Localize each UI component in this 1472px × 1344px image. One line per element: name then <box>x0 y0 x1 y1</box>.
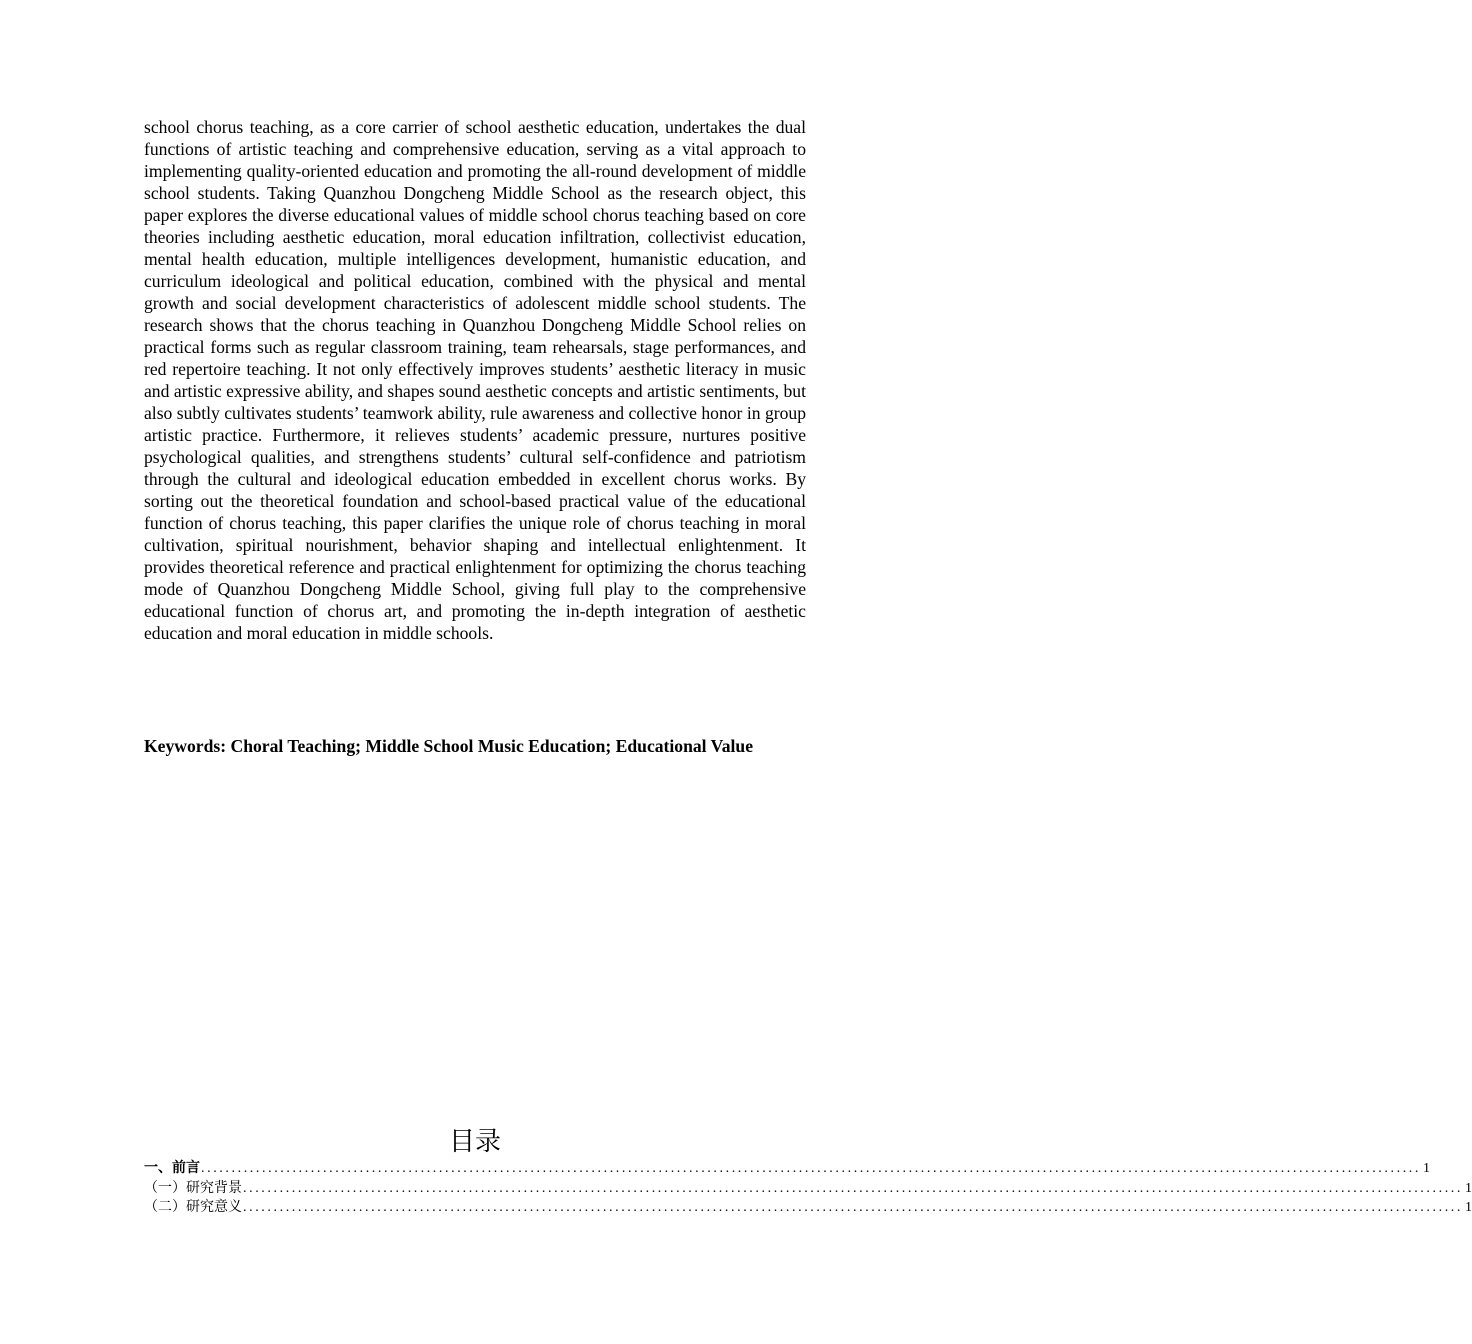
toc-entry-label: （一）研究背景 <box>144 1179 242 1196</box>
keywords-line: Keywords: Choral Teaching; Middle School Music Education; Educational Value <box>144 736 754 756</box>
toc-dot-leader: ........................................................................................................................................................................................................ <box>243 1180 1463 1196</box>
toc-dot-leader: ........................................................................................................................................................................................................ <box>243 1200 1463 1215</box>
toc-entry-research-significance[interactable] <box>144 1198 1472 1218</box>
toc-entry-preface[interactable] <box>144 1159 1430 1179</box>
toc-title: 目录 <box>448 1127 501 1157</box>
table-of-contents <box>144 1159 1472 1218</box>
toc-page-number: 1 <box>1423 1161 1430 1176</box>
toc-dot-leader: ........................................................................................................................................................................................................ <box>201 1161 1421 1176</box>
toc-entry-research-background[interactable] <box>144 1179 1472 1199</box>
toc-page-number: 1 <box>1465 1200 1472 1215</box>
toc-entry-label: 一、前言 <box>144 1160 200 1176</box>
toc-entry-label: （二）研究意义 <box>144 1199 242 1215</box>
abstract-paragraph: school chorus teaching, as a core carrier of school aesthetic education, undertakes the dual functions of artistic teaching and comprehensive education, serving as a vital approach to implementing quality-oriented education and promoting the all-round development of middle school students. Taking Quanzhou Dongcheng Middle School as the research object, this paper explores the diverse educational values of middle school chorus teaching based on core theories including aesthetic education, moral education infiltration, collectivist education, mental health education, multiple intelligences development, humanistic education, and curriculum ideological and political education, combined with the physical and mental growth and social development characteristics of adolescent middle school students. The research shows that the chorus teaching in Quanzhou Dongcheng Middle School relies on practical forms such as regular classroom training, team rehearsals, stage performances, and red repertoire teaching. It not only effectively improves students’ aesthetic literacy in music and artistic expressive ability, and shapes sound aesthetic concepts and artistic sentiments, but also subtly cultivates students’ teamwork ability, rule awareness and collective honor in group artistic practice. Furthermore, it relieves students’ academic pressure, nurtures positive psychological qualities, and strengthens students’ cultural self-confidence and patriotism through the cultural and ideological education embedded in excellent chorus works. By sorting out the theoretical foundation and school-based practical value of the educational function of chorus teaching, this paper clarifies the unique role of chorus teaching in moral cultivation, spiritual nourishment, behavior shaping and intellectual enlightenment. It provides theoretical reference and practical enlightenment for optimizing the chorus teaching mode of Quanzhou Dongcheng Middle School, giving full play to the comprehensive educational function of chorus art, and promoting the in-depth integration of aesthetic education and moral education in middle schools. <box>144 117 806 643</box>
toc-page-number: 1 <box>1465 1180 1472 1196</box>
